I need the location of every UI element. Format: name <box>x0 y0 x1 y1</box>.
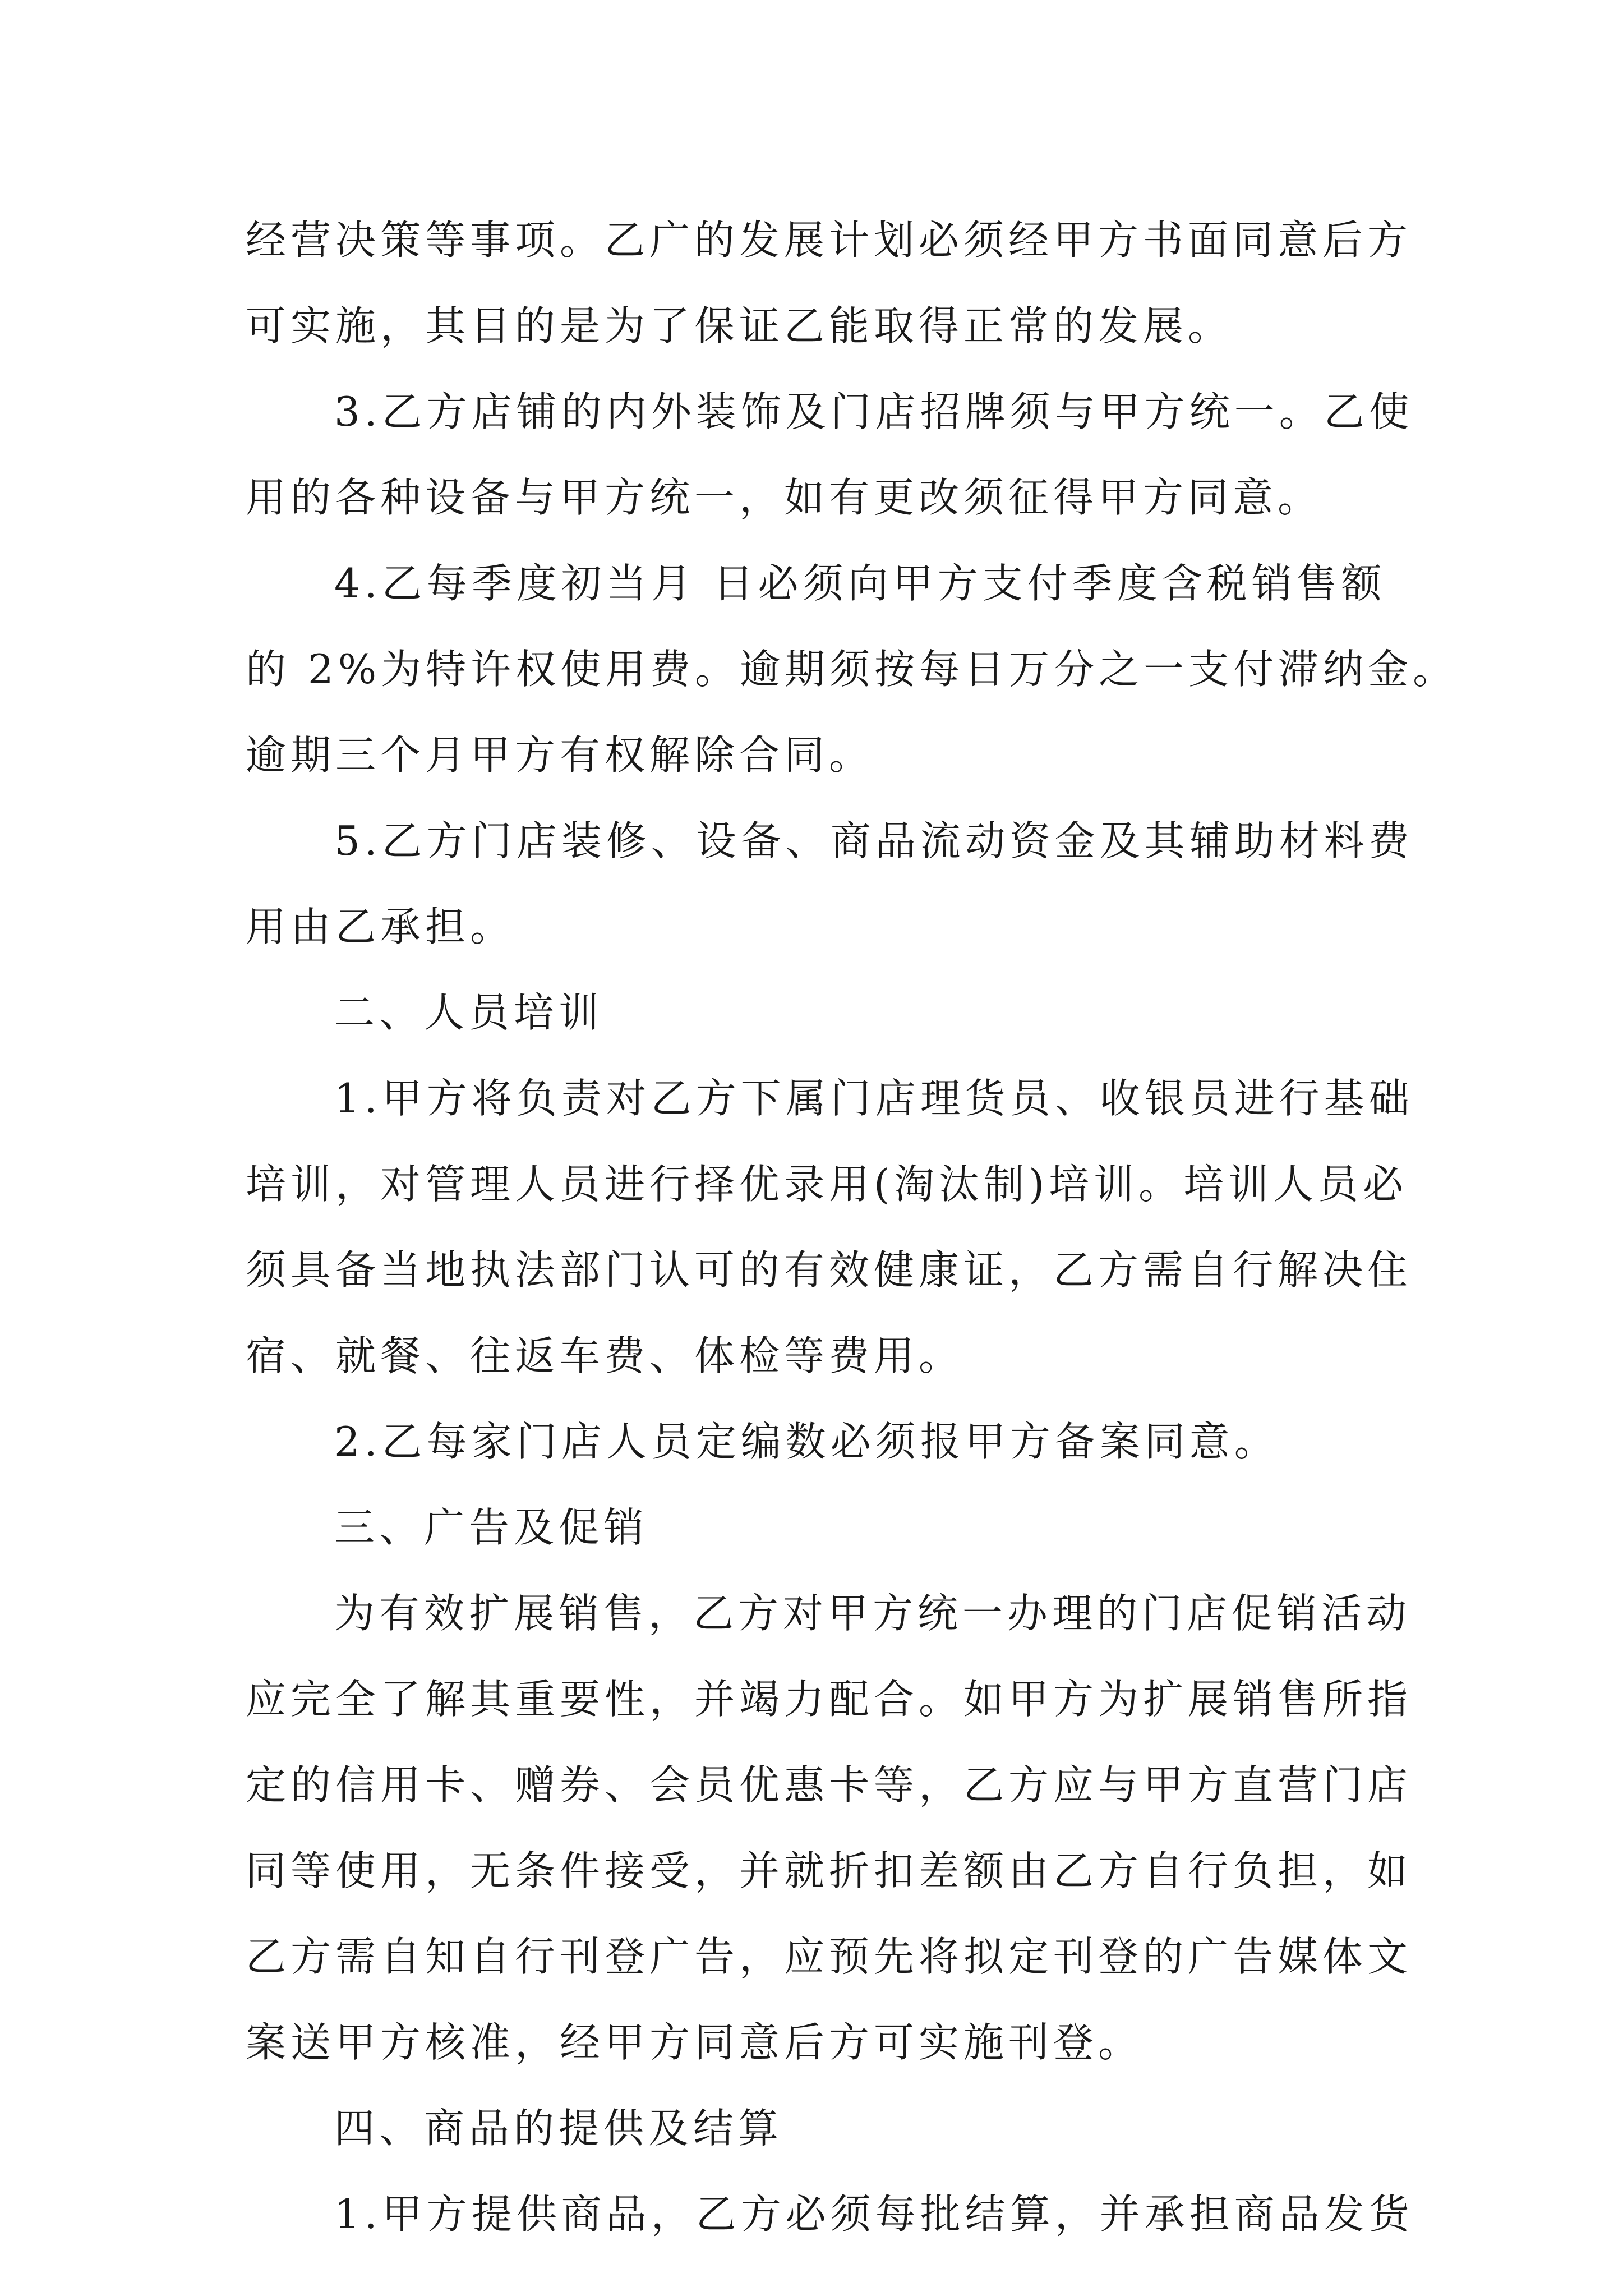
advertising-paragraph-line-6: 案送甲方核准，经甲方同意后方可实施刊登。 <box>246 2019 1144 2066</box>
document-body <box>246 197 1458 2257</box>
clause-5-line-2: 用由乙承担。 <box>246 903 515 950</box>
advertising-paragraph-line-5: 乙方需自知自行刊登广告，应预先将拟定刊登的广告媒体文 <box>246 1933 1413 1980</box>
clause-4-line-3: 逾期三个月甲方有权解除合同。 <box>246 731 874 779</box>
text-line-2: 可实施，其目的是为了保证乙能取得正常的发展。 <box>246 302 1233 349</box>
text-line-1: 经营决策等事项。乙广的发展计划必须经甲方书面同意后方 <box>246 217 1413 264</box>
advertising-paragraph-line-1: 为有效扩展销售，乙方对甲方统一办理的门店促销活动 <box>334 1590 1412 1637</box>
training-clause-1-line-1: 1.甲方将负责对乙方下属门店理货员、收银员进行基础 <box>334 1075 1414 1122</box>
training-clause-2: 2.乙每家门店人员定编数必须报甲方备案同意。 <box>334 1418 1279 1465</box>
goods-clause-1-line-1: 1.甲方提供商品，乙方必须每批结算，并承担商品发货 <box>334 2191 1414 2238</box>
training-clause-1-line-2: 培训，对管理人员进行择优录用(淘汰制)培训。培训人员必 <box>246 1161 1408 1208</box>
clause-3-line-2: 用的各种设备与甲方统一，如有更改须征得甲方同意。 <box>246 474 1323 521</box>
training-clause-1-line-3: 须具备当地执法部门认可的有效健康证，乙方需自行解决住 <box>246 1246 1413 1294</box>
advertising-paragraph-line-4: 同等使用，无条件接受，并就折扣差额由乙方自行负担，如 <box>246 1847 1413 1894</box>
advertising-paragraph-line-2: 应完全了解其重要性，并竭力配合。如甲方为扩展销售所指 <box>246 1676 1413 1723</box>
clause-4-line-1: 4.乙每季度初当月 日必须向甲方支付季度含税销售额 <box>334 560 1386 607</box>
clause-5-line-1: 5.乙方门店装修、设备、商品流动资金及其辅助材料费 <box>334 817 1414 864</box>
clause-4-line-2: 的 2%为特许权使用费。逾期须按每日万分之一支付滞纳金。 <box>246 646 1458 693</box>
section-heading-personnel-training: 二、人员培训 <box>334 989 604 1036</box>
section-heading-goods-settlement: 四、商品的提供及结算 <box>334 2105 783 2152</box>
section-heading-advertising: 三、广告及促销 <box>334 1504 649 1551</box>
advertising-paragraph-line-3: 定的信用卡、赠券、会员优惠卡等，乙方应与甲方直营门店 <box>246 1761 1413 1809</box>
clause-3-line-1: 3.乙方店铺的内外装饰及门店招牌须与甲方统一。乙使 <box>334 388 1414 435</box>
training-clause-1-line-4: 宿、就餐、往返车费、体检等费用。 <box>246 1332 964 1379</box>
